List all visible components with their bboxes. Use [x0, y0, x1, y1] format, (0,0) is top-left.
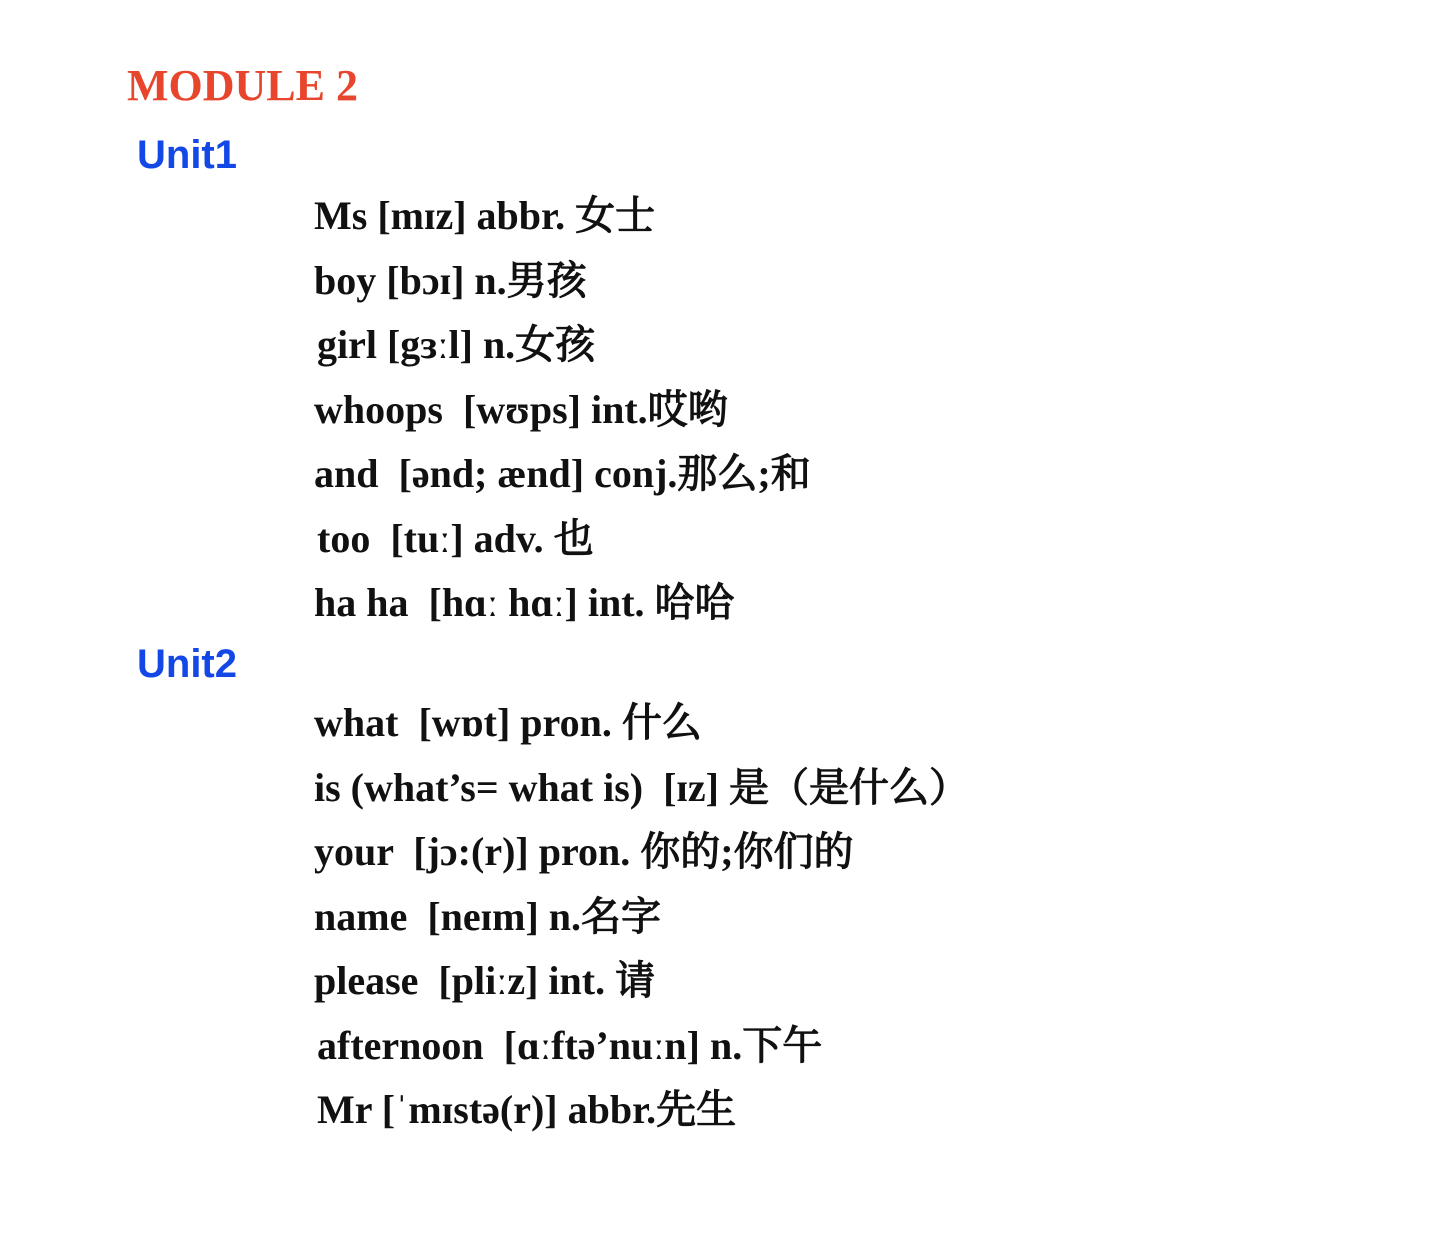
word-entry: your [jɔ:(r)] pron. 你的;你们的 [314, 829, 854, 874]
word-entry: girl [gɜːl] n.女孩 [317, 322, 596, 367]
word-entry: what [wɒt] pron. 什么 [314, 700, 702, 745]
word-entry: Ms [mɪz] abbr. 女士 [314, 193, 656, 238]
word-entry: and [ənd; ænd] conj.那么;和 [314, 451, 811, 496]
word-entry: is (what’s= what is) [ɪz] 是（是什么） [314, 764, 969, 810]
unit-2-title: Unit2 [137, 642, 237, 686]
unit-1-word-list [314, 187, 811, 639]
unit-2-word-list [314, 694, 969, 1146]
module-title: MODULE 2 [127, 61, 358, 110]
word-entry: afternoon [ɑːftə’nuːn] n.下午 [317, 1022, 823, 1068]
word-entry: Mr [ˈmɪstə(r)] abbr.先生 [317, 1087, 737, 1132]
word-entry: boy [bɔɪ] n.男孩 [314, 257, 587, 303]
unit-1-title: Unit1 [137, 133, 237, 177]
word-entry: too [tuː] adv. 也 [317, 515, 594, 561]
word-entry: please [pliːz] int. 请 [314, 958, 656, 1003]
word-entry: ha ha [hɑː hɑː] int. 哈哈 [314, 580, 735, 625]
word-entry: whoops [wʊps] int.哎哟 [314, 386, 728, 432]
word-entry: name [neɪm] n.名字 [314, 893, 662, 939]
